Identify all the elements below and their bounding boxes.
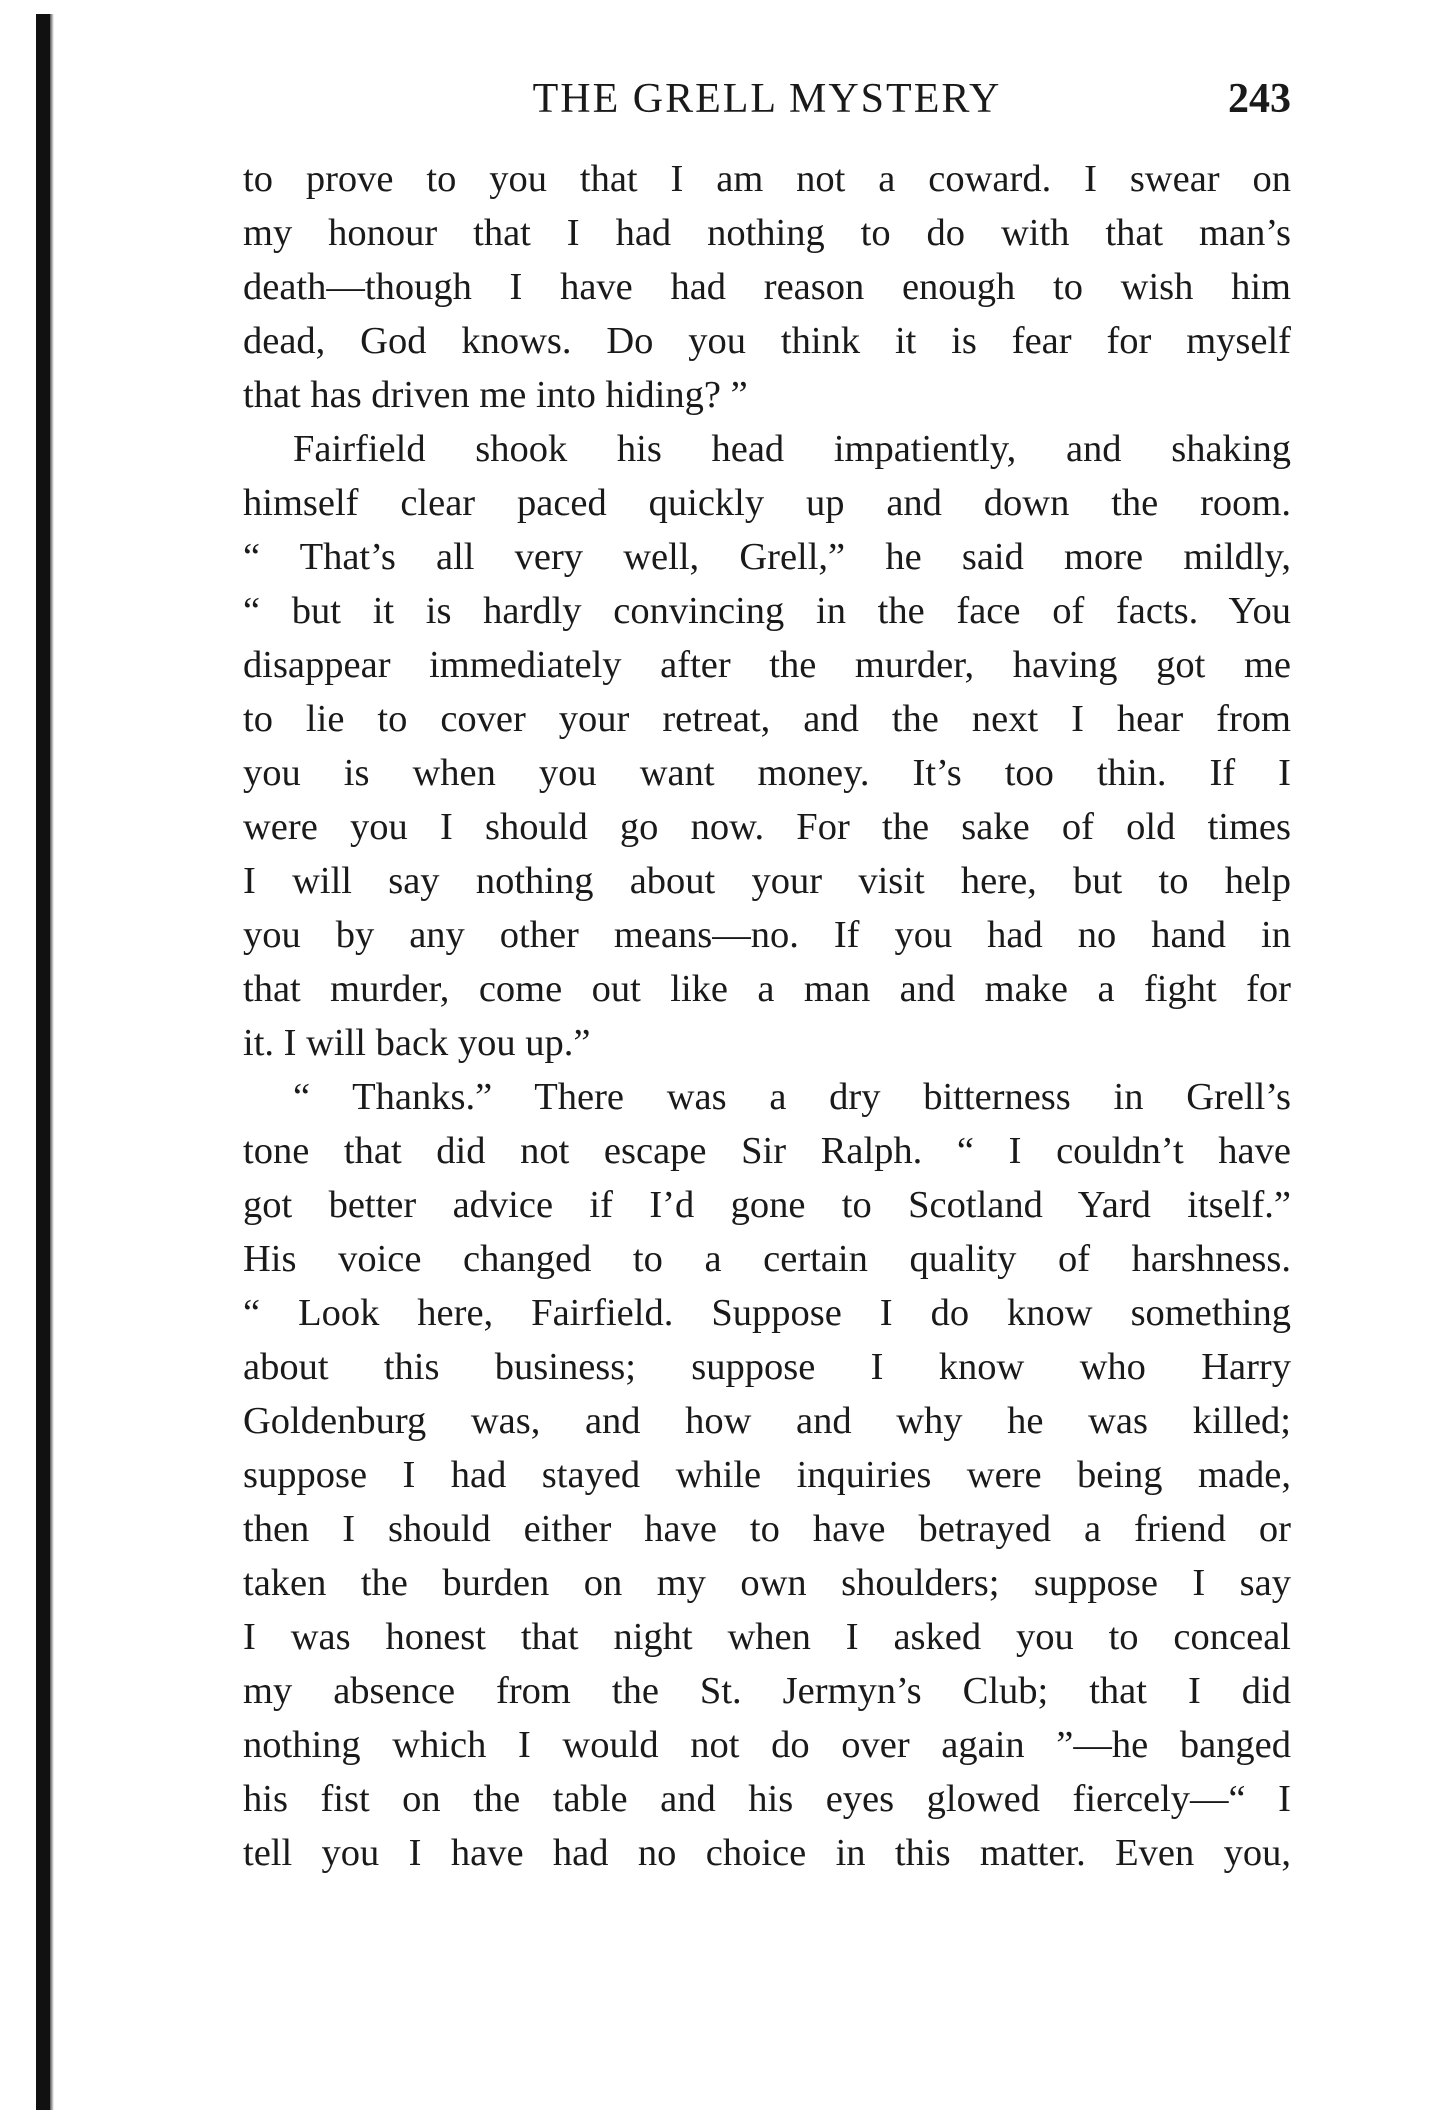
text-line: you is when you want money. It’s too thin. If I: [243, 752, 1291, 794]
text-line: got better advice if I’d gone to Scotland Yard itself.”: [243, 1184, 1291, 1226]
text-line: death—though I have had reason enough to wish him: [243, 266, 1291, 308]
text-line: then I should either have to have betrayed a friend or: [243, 1508, 1291, 1550]
text-line: Fairfield shook his head impatiently, and shaking: [293, 428, 1291, 470]
body-text: [243, 152, 1291, 1880]
running-title: THE GRELL MYSTERY: [532, 76, 1002, 122]
text-line: were you I should go now. For the sake of old times: [243, 806, 1291, 848]
text-line: you by any other means—no. If you had no hand in: [243, 914, 1291, 956]
text-line: suppose I had stayed while inquiries were being made,: [243, 1454, 1291, 1496]
text-line: disappear immediately after the murder, having got me: [243, 644, 1291, 686]
text-line: to prove to you that I am not a coward. I swear on: [243, 158, 1291, 200]
page-number: 243: [1228, 76, 1291, 122]
text-line: that murder, come out like a man and make a fight for: [243, 968, 1291, 1010]
text-line: taken the burden on my own shoulders; suppose I say: [243, 1562, 1291, 1604]
text-line: his fist on the table and his eyes glowed fiercely—“ I: [243, 1778, 1291, 1820]
text-line: dead, God knows. Do you think it is fear for myself: [243, 320, 1291, 362]
text-line: I was honest that night when I asked you to conceal: [243, 1616, 1291, 1658]
text-line: His voice changed to a certain quality of harshness.: [243, 1238, 1291, 1280]
binding-edge: [36, 14, 50, 2110]
text-line: to lie to cover your retreat, and the next I hear from: [243, 698, 1291, 740]
text-line: “ but it is hardly convincing in the face of facts. You: [243, 590, 1291, 632]
text-line: tone that did not escape Sir Ralph. “ I couldn’t have: [243, 1130, 1291, 1172]
text-line: “ Thanks.” There was a dry bitterness in Grell’s: [293, 1076, 1291, 1118]
text-line: my absence from the St. Jermyn’s Club; that I did: [243, 1670, 1291, 1712]
text-line: “ That’s all very well, Grell,” he said more mildly,: [243, 536, 1291, 578]
running-head: [243, 72, 1291, 126]
text-line: Goldenburg was, and how and why he was killed;: [243, 1400, 1291, 1442]
text-line: nothing which I would not do over again ”—he banged: [243, 1724, 1291, 1766]
text-line: my honour that I had nothing to do with that man’s: [243, 212, 1291, 254]
text-line: it. I will back you up.”: [243, 1022, 591, 1064]
text-line: himself clear paced quickly up and down the room.: [243, 482, 1291, 524]
text-line: that has driven me into hiding? ”: [243, 374, 748, 416]
text-line: “ Look here, Fairfield. Suppose I do know something: [243, 1292, 1291, 1334]
text-line: tell you I have had no choice in this matter. Even you,: [243, 1832, 1291, 1874]
text-line: I will say nothing about your visit here, but to help: [243, 860, 1291, 902]
text-line: about this business; suppose I know who Harry: [243, 1346, 1291, 1388]
binding-edge-shadow: [50, 14, 54, 2110]
